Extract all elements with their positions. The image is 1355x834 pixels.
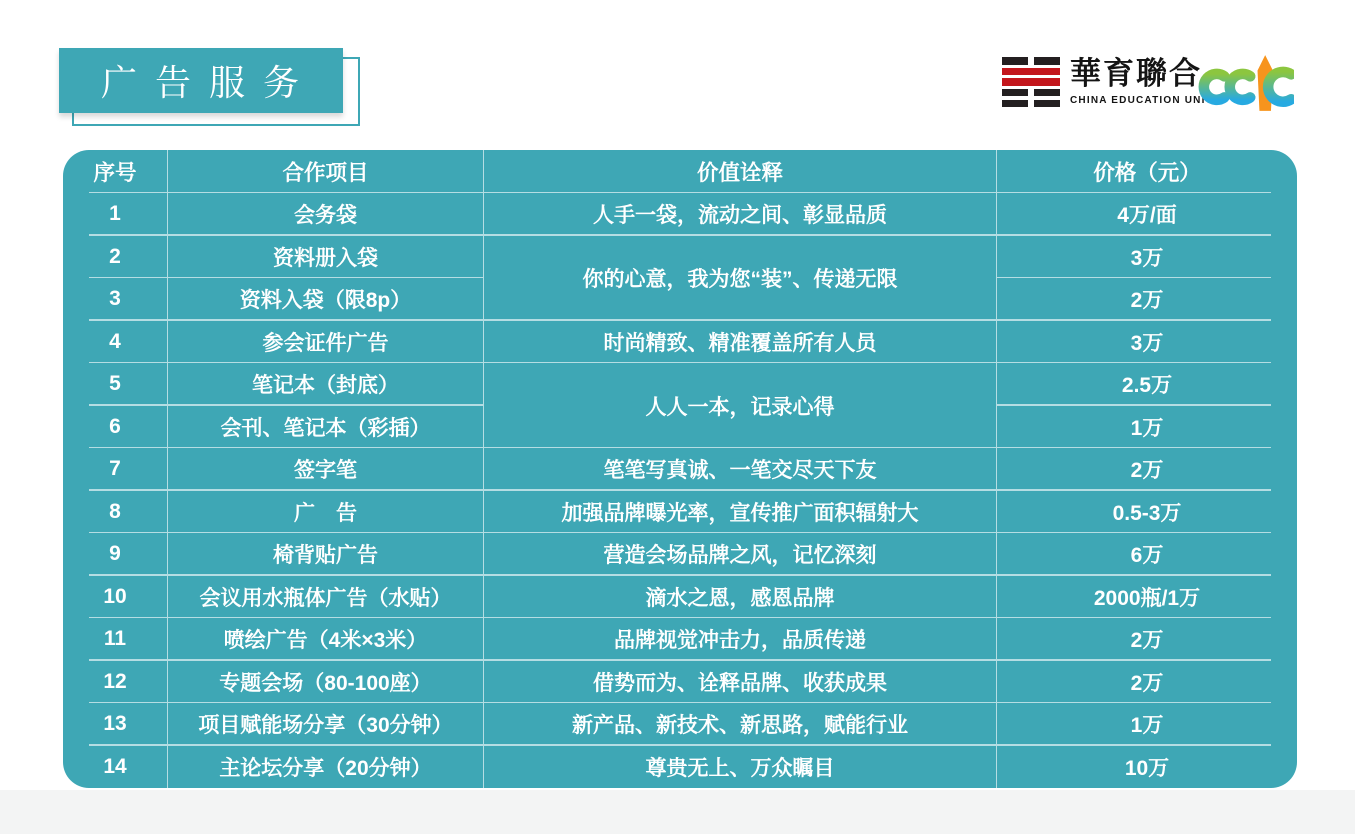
cell-price: 2万: [996, 661, 1297, 704]
col-header-price: 价格（元）: [996, 150, 1297, 193]
footer-band: [0, 790, 1355, 834]
page-title: 广告服务: [59, 48, 343, 113]
cell-no: 8: [63, 491, 167, 534]
cell-project: 会议用水瓶体广告（水贴）: [167, 576, 483, 619]
cell-value: 借势而为、诠释品牌、收获成果: [483, 661, 996, 704]
cell-no: 7: [63, 448, 167, 491]
cell-project: 椅背贴广告: [167, 533, 483, 576]
ceu-bar-broken: [1002, 100, 1060, 108]
cell-project: 广 告: [167, 491, 483, 534]
cell-value-merged: 你的心意，我为您“装”、传递无限: [483, 236, 996, 321]
cell-project: 喷绘广告（4米×3米）: [167, 618, 483, 661]
cell-no: 2: [63, 236, 167, 279]
china-education-union-logo: [1002, 57, 1223, 107]
cell-price: 2万: [996, 278, 1297, 321]
cell-no: 9: [63, 533, 167, 576]
cell-project: 资料册入袋: [167, 236, 483, 279]
title-block: [59, 48, 419, 138]
cell-no: 11: [63, 618, 167, 661]
table-row: [63, 321, 1297, 364]
cell-no: 4: [63, 321, 167, 364]
table-row: [63, 533, 1297, 576]
cell-value: 时尚精致、精准覆盖所有人员: [483, 321, 996, 364]
cell-price: 2万: [996, 618, 1297, 661]
cell-no: 1: [63, 193, 167, 236]
cell-price: 1万: [996, 703, 1297, 746]
ceu-bar-red: [1002, 78, 1060, 86]
cell-project: 专题会场（80-100座）: [167, 661, 483, 704]
cell-price: 2.5万: [996, 363, 1297, 406]
cell-value-merged: 人人一本，记录心得: [483, 363, 996, 448]
cell-no: 5: [63, 363, 167, 406]
table-header-row: [63, 150, 1297, 193]
cell-no: 3: [63, 278, 167, 321]
cell-project: 笔记本（封底）: [167, 363, 483, 406]
cell-value: 品牌视觉冲击力，品质传递: [483, 618, 996, 661]
table-row: [63, 193, 1297, 236]
cell-project: 会务袋: [167, 193, 483, 236]
cell-project: 项目赋能场分享（30分钟）: [167, 703, 483, 746]
ccc-logo-icon: [1198, 52, 1294, 114]
cell-project: 主论坛分享（20分钟）: [167, 746, 483, 789]
cell-price: 4万/面: [996, 193, 1297, 236]
cell-no: 10: [63, 576, 167, 619]
ceu-bar-broken: [1002, 57, 1060, 65]
ceu-bar-red: [1002, 68, 1060, 76]
cell-price: 3万: [996, 321, 1297, 364]
cell-value: 营造会场品牌之风，记忆深刻: [483, 533, 996, 576]
ceu-bar-broken: [1002, 89, 1060, 97]
cell-price: 3万: [996, 236, 1297, 279]
table-row: [63, 661, 1297, 704]
col-header-project: 合作项目: [167, 150, 483, 193]
cell-price: 0.5-3万: [996, 491, 1297, 534]
cell-value: 滴水之恩，感恩品牌: [483, 576, 996, 619]
cell-price: 6万: [996, 533, 1297, 576]
col-header-no: 序号: [63, 150, 167, 193]
cell-price: 1万: [996, 406, 1297, 449]
table-row: [63, 703, 1297, 746]
cell-no: 6: [63, 406, 167, 449]
ceu-logo-name: 華育聯合: [1070, 56, 1202, 91]
cell-project: 资料入袋（限8p）: [167, 278, 483, 321]
cell-project: 会刊、笔记本（彩插）: [167, 406, 483, 449]
cell-price: 2万: [996, 448, 1297, 491]
table-row: [63, 746, 1297, 789]
table-row: [63, 576, 1297, 619]
cell-no: 13: [63, 703, 167, 746]
cell-price: 2000瓶/1万: [996, 576, 1297, 619]
ad-services-table: [63, 150, 1297, 788]
ceu-logo-subtitle: CHINA EDUCATION UNION: [1070, 95, 1223, 106]
cell-value: 人手一袋，流动之间、彰显品质: [483, 193, 996, 236]
cell-no: 12: [63, 661, 167, 704]
table-row: [63, 448, 1297, 491]
table-row: [63, 618, 1297, 661]
table-row: [63, 236, 1297, 279]
col-header-value: 价值诠释: [483, 150, 996, 193]
table-row: [63, 363, 1297, 406]
cell-project: 签字笔: [167, 448, 483, 491]
cell-value: 笔笔写真诚、一笔交尽天下友: [483, 448, 996, 491]
cell-price: 10万: [996, 746, 1297, 789]
cell-value: 尊贵无上、万众瞩目: [483, 746, 996, 789]
ceu-hexagram-icon: [1002, 57, 1060, 107]
cell-project: 参会证件广告: [167, 321, 483, 364]
cell-no: 14: [103, 754, 127, 778]
cell-value: 加强品牌曝光率，宣传推广面积辐射大: [483, 491, 996, 534]
table-row: [63, 491, 1297, 534]
cell-value: 新产品、新技术、新思路，赋能行业: [483, 703, 996, 746]
